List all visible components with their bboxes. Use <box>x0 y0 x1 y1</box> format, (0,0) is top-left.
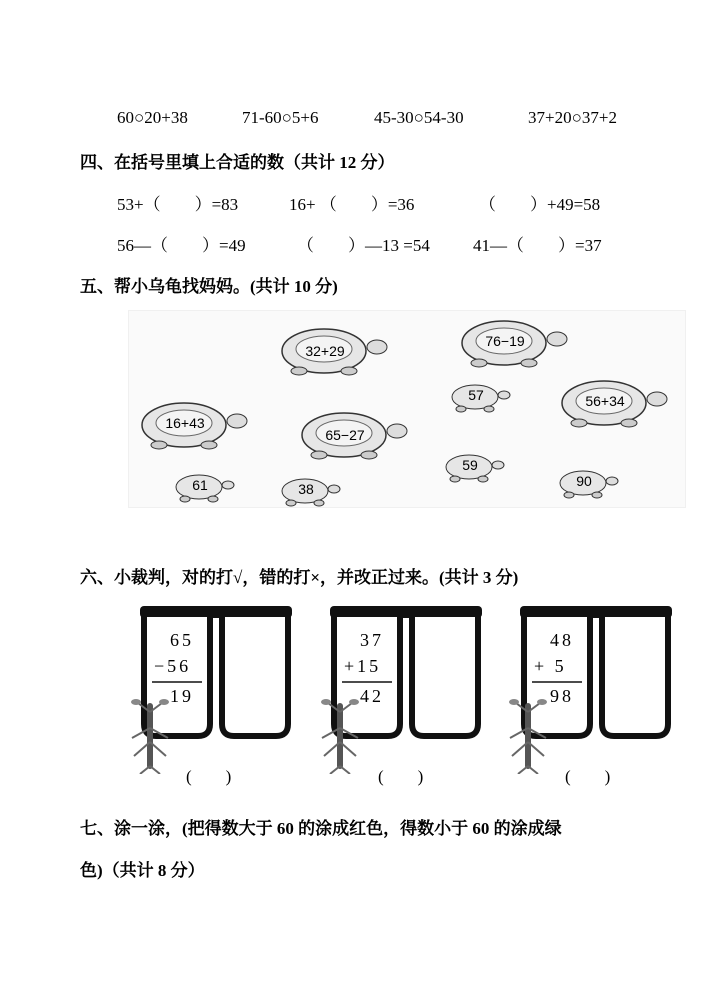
big-turtle-3 <box>139 393 249 453</box>
compare-item-2: 71-60○5+6 <box>242 108 319 127</box>
compare-item-1: 60○20+38 <box>117 108 188 127</box>
fill-blank-2: 16+ （ ）=36 <box>289 195 415 214</box>
calc3-result: 98 <box>550 686 574 706</box>
section4-title: 四、在括号里填上合适的数（共计 12 分） <box>80 153 395 172</box>
calc3-op: + 5 <box>534 656 567 676</box>
answer-slot-1[interactable]: ( ) <box>186 767 232 786</box>
small-turtle-5 <box>557 465 619 499</box>
fill-blank-5: （ ）—13 =54 <box>297 236 430 255</box>
crayfish-icon <box>318 698 362 779</box>
small-turtle-2 <box>173 469 235 503</box>
calc3-top: 48 <box>550 630 574 650</box>
small-turtle-3 <box>279 473 341 507</box>
section6-title: 六、小裁判，对的打√，错的打×，并改正过来。(共计 3 分) <box>80 568 519 587</box>
small-turtle-label-3: 38 <box>298 481 314 497</box>
calc2-result: 42 <box>360 686 384 706</box>
calc1-op: −56 <box>154 656 192 676</box>
small-turtle-4 <box>443 449 505 483</box>
compare-item-4: 37+20○37+2 <box>528 108 617 127</box>
big-turtle-label-2: 76−19 <box>485 333 525 349</box>
fill-blank-6: 41—（ ）=37 <box>473 236 602 255</box>
small-turtle-1 <box>449 379 511 413</box>
compare-item-3: 45-30○54-30 <box>374 108 464 127</box>
small-turtle-label-2: 61 <box>192 477 208 493</box>
answer-slot-3[interactable]: ( ) <box>565 767 611 786</box>
section7-title-line2: 色)（共计 8 分） <box>80 861 205 880</box>
fill-blank-4: 56—（ ）=49 <box>117 236 246 255</box>
fill-blank-1: 53+（ ）=83 <box>117 195 239 214</box>
big-turtle-label-3: 16+43 <box>165 415 205 431</box>
big-turtle-2 <box>459 311 569 371</box>
big-turtle-5 <box>559 371 669 431</box>
big-turtle-4 <box>299 403 409 463</box>
section5-title: 五、帮小乌龟找妈妈。(共计 10 分) <box>80 277 338 296</box>
small-turtle-label-5: 90 <box>576 473 592 489</box>
calc1-top: 65 <box>170 630 194 650</box>
big-turtle-label-4: 65−27 <box>325 427 365 443</box>
calc2-top: 37 <box>360 630 384 650</box>
big-turtle-label-1: 32+29 <box>305 343 345 359</box>
turtle-scene <box>128 310 686 508</box>
big-turtle-1 <box>279 319 389 379</box>
big-turtle-label-5: 56+34 <box>585 393 625 409</box>
answer-slot-2[interactable]: ( ) <box>378 767 424 786</box>
small-turtle-label-4: 59 <box>462 457 478 473</box>
crayfish-icon <box>506 698 550 779</box>
calc2-op: +15 <box>344 656 382 676</box>
crayfish-icon <box>128 698 172 779</box>
section7-title-line1: 七、涂一涂，(把得数大于 60 的涂成红色，得数小于 60 的涂成绿 <box>80 819 562 838</box>
calc1-result: 19 <box>170 686 194 706</box>
fill-blank-3: （ ）+49=58 <box>479 195 601 214</box>
small-turtle-label-1: 57 <box>468 387 484 403</box>
